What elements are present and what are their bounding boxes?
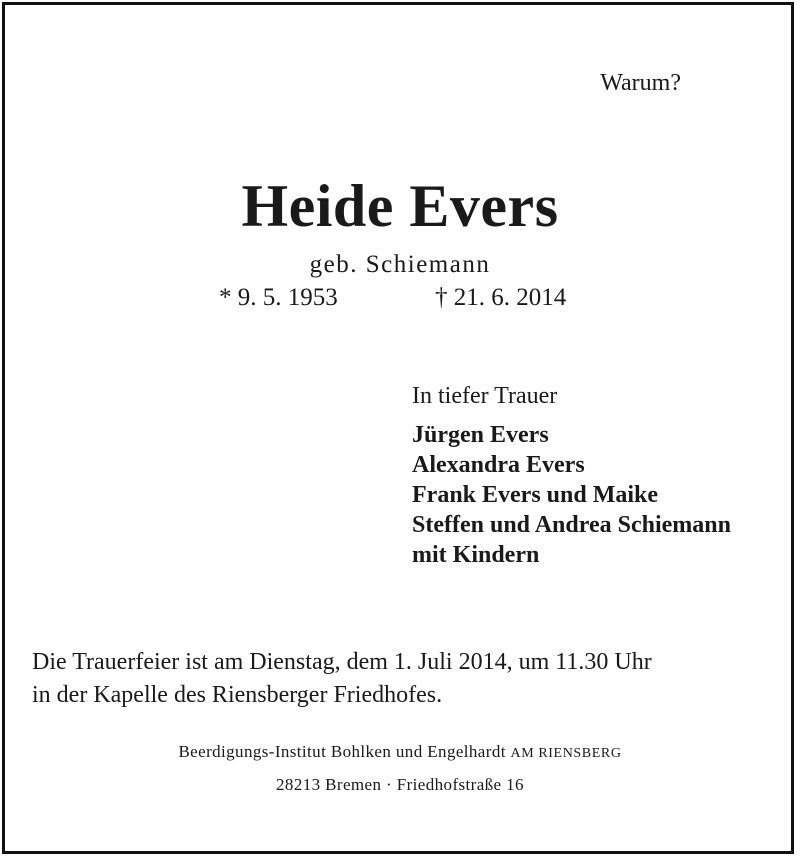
undertaker-info (0, 736, 800, 800)
undertaker-name-line (0, 736, 800, 769)
mourners-block (412, 383, 731, 570)
mourner-name: Jürgen Evers (412, 422, 549, 448)
mourner-name: Steffen und Andrea Schiemann (412, 512, 731, 538)
death-date: † 21. 6. 2014 (435, 284, 567, 311)
motto-text: Warum? (600, 70, 681, 96)
undertaker-address: 28213 Bremen · Friedhofstraße 16 (276, 775, 524, 794)
mourner-name: Frank Evers und Maike (412, 482, 659, 508)
mourning-label: In tiefer Trauer (412, 383, 558, 409)
ceremony-notice (32, 646, 652, 712)
undertaker-location: AM RIENSBERG (510, 746, 622, 761)
mourner-name: mit Kindern (412, 542, 540, 568)
undertaker-name: Beerdigungs-Institut Bohlken und Engelhardt (178, 742, 506, 761)
mourner-name: Alexandra Evers (412, 452, 585, 478)
born-name: geb. Schiemann (309, 251, 491, 278)
ceremony-line: in der Kapelle des Riensberger Friedhofes. (32, 682, 443, 708)
birth-date: * 9. 5. 1953 (219, 284, 338, 311)
ceremony-line: Die Trauerfeier ist am Dienstag, dem 1. Juli 2014, um 11.30 Uhr (32, 649, 652, 675)
deceased-name: Heide Evers (241, 173, 559, 239)
